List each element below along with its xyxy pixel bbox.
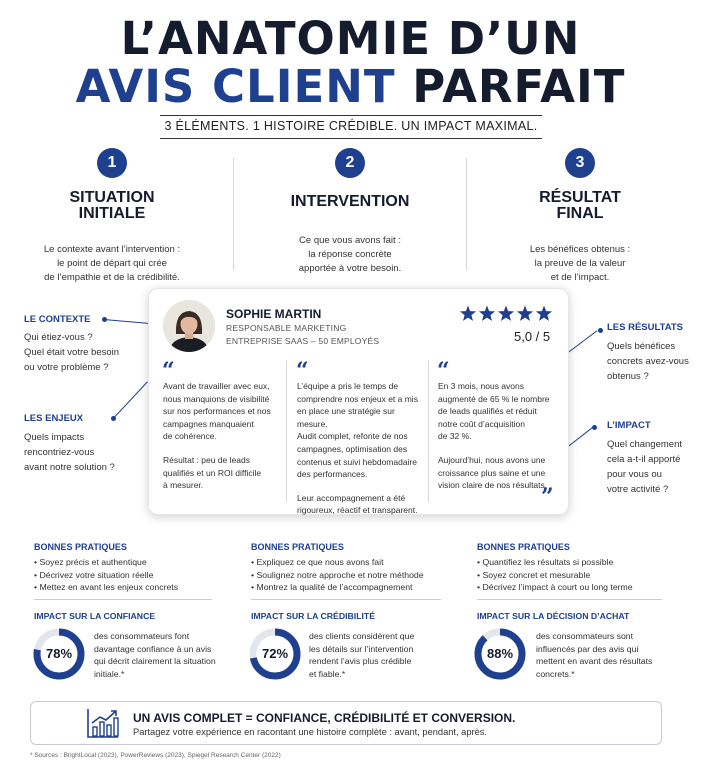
impact-text-line: et fiable.* <box>309 669 346 680</box>
review-text-line: Avant de travailler avec eux, <box>163 381 270 391</box>
star-icon <box>517 306 533 321</box>
review-text-line: des performances. <box>297 469 368 480</box>
section-divider <box>477 599 662 600</box>
review-column-divider <box>286 360 287 502</box>
rating-stars <box>459 305 553 323</box>
connector-line <box>568 330 597 352</box>
reviewer-name: SOPHIE MARTIN <box>226 307 322 321</box>
side-note-heading: LES ENJEUX <box>24 413 84 424</box>
step-divider <box>233 158 234 270</box>
credibility-percent: 72% <box>261 646 289 661</box>
avatar <box>163 300 215 352</box>
review-text-line: contenus et suivi hebdomadaire <box>297 456 418 467</box>
impact-text-line: des consommateurs font <box>94 631 190 641</box>
side-note-line: avant notre solution ? <box>24 462 115 473</box>
impact-text-line: initiale.* <box>94 669 125 680</box>
impact-text-line: des clients considèrent que <box>309 631 415 641</box>
side-note-line: Quels bénéfices <box>607 341 676 352</box>
connector-line <box>113 381 148 418</box>
side-note-line: Quel changement <box>607 439 682 450</box>
quote-close-icon: ” <box>541 484 554 510</box>
impact-text-line: influencés par des avis qui <box>536 643 639 654</box>
purchase-decision-percent: 88% <box>486 646 514 661</box>
practices-heading: BONNES PRATIQUES <box>251 542 344 552</box>
star-icon <box>460 306 476 321</box>
step-desc-line: la réponse concrète <box>308 249 392 260</box>
practices-block-1 <box>34 542 212 594</box>
impact-text <box>94 630 216 681</box>
review-text-line: à mesurer. <box>163 480 204 491</box>
review-text-line: notre coût d’acquisition <box>438 418 525 429</box>
step-desc-line: Le contexte avant l’intervention : <box>43 244 181 255</box>
sources-footnote: * Sources : BrightLocal (2023), PowerReviews (2023), Spiegel Research Center (2022) <box>30 752 281 759</box>
banner-headline: UN AVIS COMPLET = CONFIANCE, CRÉDIBILITÉ ET CONVERSION. <box>133 711 516 725</box>
step-name-line1: INTERVENTION <box>290 193 410 210</box>
review-text-line: Aujourd’hui, nous avons une <box>438 454 546 465</box>
step-desc-line: le point de départ qui crée <box>57 258 167 269</box>
impact-text-line: rendent l’avis plus crédible <box>309 656 412 667</box>
review-text-line: Résultat : peu de leads <box>163 454 250 465</box>
practice-item: • Quantifiez les résultats si possible <box>477 556 662 569</box>
review-column-before <box>163 380 283 492</box>
step-number-badge: 3 <box>565 148 595 178</box>
step-situation-initiale <box>12 148 212 285</box>
quote-open-icon: “ <box>296 358 309 384</box>
side-note-line: Quels impacts <box>24 432 85 443</box>
review-text-line: sur nos performances et nos <box>163 406 271 417</box>
practice-item: • Décrivez votre situation réelle <box>34 569 212 582</box>
step-name-line2: FINAL <box>556 205 604 222</box>
practice-item: • Décrivez l’impact à court ou long terme <box>477 581 662 594</box>
step-desc-line: apportée à votre besoin. <box>298 263 402 274</box>
review-text-line: augmenté de 65 % le nombre <box>438 393 550 404</box>
step-name-line2: INITIALE <box>78 205 146 222</box>
practices-heading: BONNES PRATIQUES <box>477 542 570 552</box>
side-note-line: obtenus ? <box>607 371 649 382</box>
review-text-line: de leads qualifiés et réduit <box>438 406 537 417</box>
side-note-line: ou votre problème ? <box>24 362 109 373</box>
side-note-line: pour vous ou <box>607 469 662 480</box>
review-column-divider <box>428 360 429 502</box>
review-text-line: comprendre nos enjeux et a mis <box>297 393 418 404</box>
reviewer-role: RESPONSABLE MARKETING <box>226 323 347 333</box>
side-note-heading: LE CONTEXTE <box>24 314 91 325</box>
impact-heading: IMPACT SUR LA CRÉDIBILITÉ <box>251 611 376 621</box>
practice-item: • Mettez en avant les enjeux concrets <box>34 581 212 594</box>
main-title-line2 <box>0 62 701 112</box>
practice-item: • Soyez précis et authentique <box>34 556 212 569</box>
impact-text-line: des consommateurs sont <box>536 631 634 641</box>
practice-item: • Expliquez ce que nous avons fait <box>251 556 441 569</box>
impact-text-line: mettent en avant des résultats <box>536 656 653 667</box>
star-icon <box>498 306 514 321</box>
connector-dot <box>592 425 597 430</box>
side-note-resultats <box>607 322 689 384</box>
step-desc-line: Les bénéfices obtenus : <box>529 244 631 255</box>
title-end: PARFAIT <box>412 60 626 113</box>
review-text-line: Leur accompagnement a été <box>297 492 406 503</box>
side-note-enjeux <box>24 413 115 475</box>
impact-text <box>536 630 652 681</box>
side-note-line: cela a-t-il apporté <box>607 454 681 465</box>
review-text-line: nous manquions de visibilité <box>163 393 270 404</box>
side-note-contexte <box>24 314 119 375</box>
impact-text-line: davantage confiance à un avis <box>94 643 212 654</box>
practice-item: • Montrez la qualité de l’accompagnement <box>251 581 441 594</box>
impact-heading: IMPACT SUR LA DÉCISION D’ACHAT <box>477 611 630 621</box>
review-text-line: croissance plus saine et une <box>438 467 546 478</box>
quote-open-icon: “ <box>162 358 175 384</box>
step-desc-line: Ce que vous avons fait : <box>299 235 401 246</box>
side-note-line: votre activité ? <box>607 484 669 495</box>
side-note-impact <box>607 420 682 497</box>
step-intervention <box>250 148 450 276</box>
impact-heading: IMPACT SUR LA CONFIANCE <box>34 611 156 621</box>
review-text-line: campagnes, optimisation des <box>297 443 408 454</box>
practice-item: • Soyez concret et mesurable <box>477 569 662 582</box>
step-name-line1: SITUATION <box>69 189 155 206</box>
step-number-badge: 2 <box>335 148 365 178</box>
side-note-line: Qui étiez-vous ? <box>24 332 93 343</box>
section-divider <box>251 599 441 600</box>
impact-text <box>309 630 414 681</box>
step-number-badge: 1 <box>97 148 127 178</box>
review-text-line: de cohérence. <box>163 431 217 442</box>
review-text-line: Audit complet, refonte de nos <box>297 431 408 442</box>
chart-growth-icon <box>86 707 120 739</box>
practice-item: • Soulignez notre approche et notre méthode <box>251 569 441 582</box>
side-note-line: rencontriez-vous <box>24 447 95 458</box>
review-text-line: campagnes manquaient <box>163 418 254 429</box>
confidence-percent: 78% <box>45 646 73 661</box>
star-icon <box>479 306 495 321</box>
impact-text-line: qui décrit clairement la situation <box>94 656 216 667</box>
banner-subline: Partagez votre expérience en racontant une histoire complète : avant, pendant, après. <box>133 727 488 737</box>
review-text-line: en place une stratégie sur mesure. <box>297 406 395 429</box>
rating-score: 5,0 / 5 <box>514 329 551 344</box>
connector-dot <box>111 416 116 421</box>
side-note-heading: LES RÉSULTATS <box>607 322 683 333</box>
star-icon <box>536 306 552 321</box>
review-text-line: L’équipe a pris le temps de <box>297 381 399 391</box>
impact-text-line: concrets.* <box>536 669 575 680</box>
side-note-line: Quel était votre besoin <box>24 347 120 358</box>
title-highlight: AVIS CLIENT <box>75 60 396 113</box>
step-desc-line: et de l’impact. <box>550 272 610 283</box>
impact-text-line: les détails sur l’intervention <box>309 643 414 654</box>
review-column-after <box>438 380 563 492</box>
review-text-line: de 32 %. <box>438 431 472 442</box>
step-desc-line: la preuve de la valeur <box>534 258 626 269</box>
section-divider <box>34 599 212 600</box>
quote-open-icon: “ <box>437 358 450 384</box>
step-name-line1: RÉSULTAT <box>539 189 621 206</box>
side-note-line: concrets avez-vous <box>607 356 689 367</box>
tagline: 3 ÉLÉMENTS. 1 HISTOIRE CRÉDIBLE. UN IMPACT MAXIMAL. <box>160 115 542 139</box>
step-divider <box>466 158 467 270</box>
review-text-line: vision claire de nos résultats. <box>438 480 548 491</box>
reviewer-company: ENTREPRISE SAAS – 50 EMPLOYÉS <box>226 336 380 346</box>
review-text-line: rigoureux, réactif et transparent. <box>297 505 418 516</box>
practices-heading: BONNES PRATIQUES <box>34 542 127 552</box>
main-title-line1: L’ANATOMIE D’UN <box>120 12 581 65</box>
side-note-heading: L’IMPACT <box>607 420 651 431</box>
connector-dot <box>598 328 603 333</box>
review-column-during <box>297 380 427 517</box>
practices-block-3 <box>477 542 662 594</box>
connector-dot <box>102 317 107 322</box>
review-text-line: qualifiés et un ROI difficile <box>163 467 262 478</box>
connector-line <box>568 427 593 447</box>
step-resultat-final <box>480 148 680 285</box>
practices-block-2 <box>251 542 441 594</box>
step-desc-line: de l’empathie et de la crédibilité. <box>44 272 180 283</box>
review-text-line: En 3 mois, nous avons <box>438 381 524 391</box>
